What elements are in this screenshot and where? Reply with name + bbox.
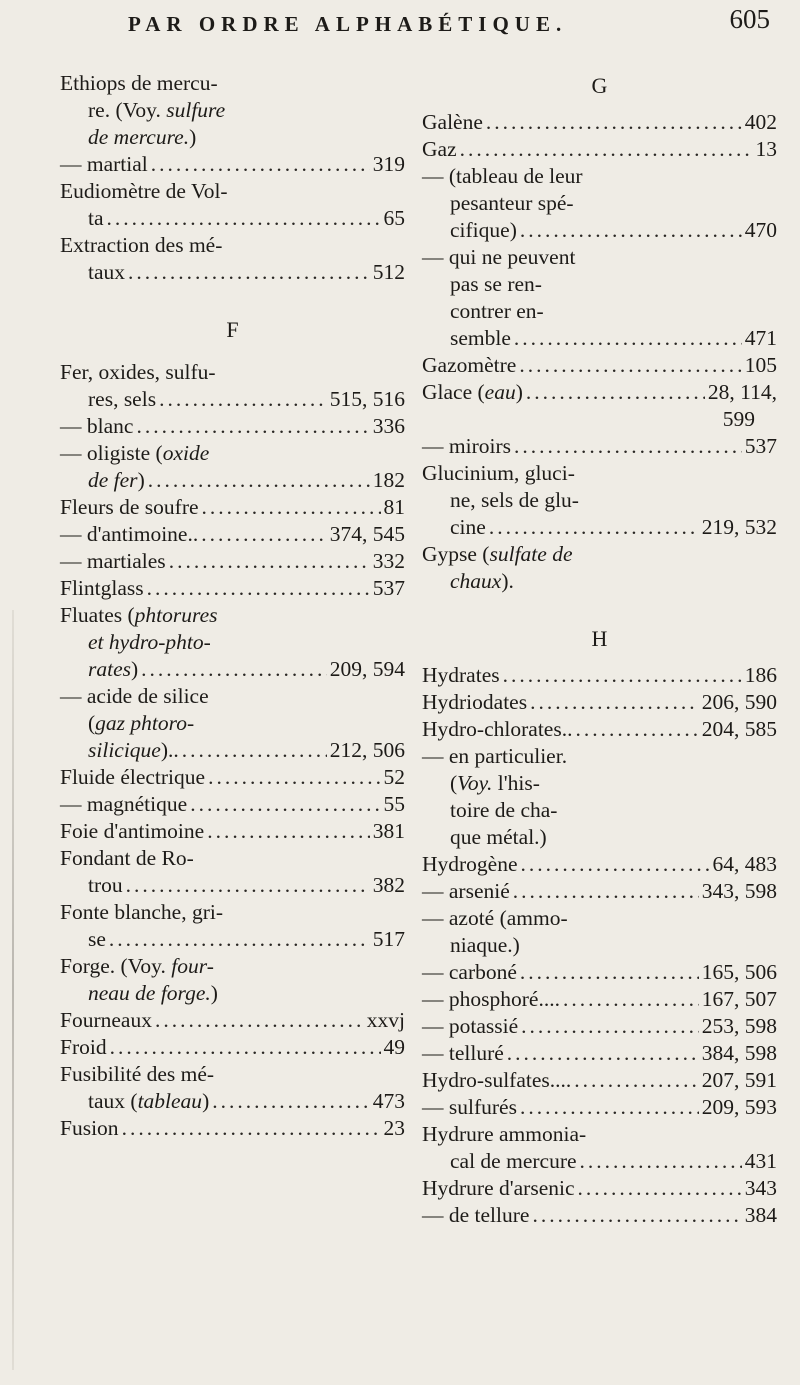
- page-ref: 319: [372, 152, 405, 176]
- page-ref: 23: [383, 1116, 405, 1140]
- index-entry-hydrogene-phosphore: — phosphoré.... ..... 167, 507: [422, 986, 777, 1013]
- index-entry-particulier: — en particulier. (Voy. l'his- toire de cha- que métal.): [422, 744, 568, 849]
- index-entry-gazometre: Gazomètre ..... 105: [422, 352, 777, 379]
- section-letter-f: F: [226, 317, 239, 342]
- index-entry-fleurs-antimoine: — d'antimoine.. ..... 374, 545: [60, 521, 405, 548]
- page-ref: 219, 532: [701, 515, 777, 539]
- page-ref: 515, 516: [329, 387, 405, 411]
- index-entry-fleurs-martiales: — martiales ..... 332: [60, 548, 405, 575]
- page-ref: 473: [372, 1089, 405, 1113]
- page-ref: 105: [744, 353, 777, 377]
- index-entry-hydrogene-azote: — azoté (ammo- niaque.): [422, 906, 568, 957]
- index-entry-glace-miroirs: — miroirs ..... 537: [422, 433, 777, 460]
- page-ref: 343, 598: [701, 879, 777, 903]
- page-ref: 207, 591: [701, 1068, 777, 1092]
- page-ref: 332: [372, 549, 405, 573]
- page-ref: 336: [372, 414, 405, 438]
- page-ref: 13: [755, 137, 777, 161]
- page-ref: 374, 545: [329, 522, 405, 546]
- index-entry-foie: Foie d'antimoine ..... 381: [60, 818, 405, 845]
- running-head: PAR ORDRE ALPHABÉTIQUE.: [128, 12, 568, 36]
- page-ref: 253, 598: [701, 1014, 777, 1038]
- page-ref: 182: [372, 468, 405, 492]
- page-ref: xxvj: [366, 1008, 405, 1032]
- page-edge-shadow: [12, 610, 14, 1370]
- page-ref: 382: [372, 873, 405, 897]
- index-entry-hydrogene-potassie: — potassié ..... 253, 598: [422, 1013, 777, 1040]
- index-entry-fluates-acide: — acide de silice (gaz phtoro- silicique).. ..... 212, 506: [60, 683, 405, 764]
- index-entry-extraction: Extraction des mé- taux ..... 512: [60, 232, 405, 286]
- page-ref: 384: [744, 1203, 777, 1227]
- page-ref: 599: [722, 407, 755, 431]
- page-ref: 206, 590: [701, 690, 777, 714]
- page-ref: 186: [744, 663, 777, 687]
- index-entry-gaz-tableau: — (tableau de leur pesanteur spé- cifique) ..... 470: [422, 163, 777, 244]
- index-entry-hydrure-tellure: — de tellure ..... 384: [422, 1202, 777, 1229]
- index-entry-fer-blanc: — blanc ..... 336: [60, 413, 405, 440]
- index-entry-hydrosulfates: Hydro-sulfates.... ..... 207, 591: [422, 1067, 777, 1094]
- page-ref: 55: [383, 792, 405, 816]
- page-ref: 381: [372, 819, 405, 843]
- index-entry-hydrosulfates-sulfures: — sulfurés ..... 209, 593: [422, 1094, 777, 1121]
- page-ref: 402: [744, 110, 777, 134]
- index-entry-fusion: Fusion ..... 23: [60, 1115, 405, 1142]
- page-ref: 537: [372, 576, 405, 600]
- index-entry-fer: Fer, oxides, sulfu- res, sels ..... 515, 516: [60, 359, 405, 413]
- page-ref: 28, 114,: [707, 380, 777, 404]
- index-entry-fer-oligiste: — oligiste (oxide de fer) ..... 182: [60, 440, 405, 494]
- page-ref: 209, 593: [701, 1095, 777, 1119]
- section-letter-h: H: [591, 626, 608, 651]
- page-ref: 49: [383, 1035, 405, 1059]
- index-entry-hydrates: Hydrates ..... 186: [422, 662, 777, 689]
- page-ref: 537: [744, 434, 777, 458]
- index-entry-eudiometre: Eudiomètre de Vol- ta ..... 65: [60, 178, 405, 232]
- index-entry-galene: Galène ..... 402: [422, 109, 777, 136]
- page-ref: 470: [744, 218, 777, 242]
- index-entry-hydrochlorates: Hydro-chlorates.. ..... 204, 585: [422, 716, 777, 743]
- index-entry-flintglass: Flintglass ..... 537: [60, 575, 405, 602]
- page-ref: 512: [372, 260, 405, 284]
- index-entry-hydrure-arsenic: Hydrure d'arsenic ..... 343: [422, 1175, 777, 1202]
- page-ref: 384, 598: [701, 1041, 777, 1065]
- index-entry-glucinium: Glucinium, gluci- ne, sels de glu- cine ..... 219, 532: [422, 460, 777, 541]
- index-entry-fourneaux: Fourneaux ..... xxvj: [60, 1007, 405, 1034]
- index-entry-gaz-peuvent: — qui ne peuvent pas se ren- contrer en- semble ..... 471: [422, 244, 777, 352]
- page-ref: 52: [383, 765, 405, 789]
- page-ref: 204, 585: [701, 717, 777, 741]
- index-entry-fluates: Fluates (phtorures et hydro-phto- rates) ..... 209, 594: [60, 602, 405, 683]
- index-entry-glace: Glace (eau) ..... 28, 114, 599: [422, 379, 777, 433]
- page-ref: 165, 506: [701, 960, 777, 984]
- page-ref: 81: [383, 495, 405, 519]
- index-entry-hydrogene: Hydrogène ..... 64, 483: [422, 851, 777, 878]
- page-ref: 65: [383, 206, 405, 230]
- index-entry-hydriodates: Hydriodates ..... 206, 590: [422, 689, 777, 716]
- index-entry-froid: Froid ..... 49: [60, 1034, 405, 1061]
- page-ref: 431: [744, 1149, 777, 1173]
- page-ref: 167, 507: [701, 987, 777, 1011]
- index-entry-fleurs: Fleurs de soufre ..... 81: [60, 494, 405, 521]
- page-ref: 517: [372, 927, 405, 951]
- index-entry-fonte: Fonte blanche, gri- se ..... 517: [60, 899, 405, 953]
- index-entry-hydrure: Hydrure ammonia- cal de mercure ..... 431: [422, 1121, 777, 1175]
- index-entry-martial: — martial ..... 319: [60, 151, 405, 178]
- page-ref: 64, 483: [712, 852, 777, 876]
- page-ref: 209, 594: [329, 657, 405, 681]
- index-entry-fondant: Fondant de Ro- trou ..... 382: [60, 845, 405, 899]
- page-ref: 212, 506: [329, 738, 405, 762]
- index-column-right: [422, 70, 777, 1229]
- index-entry-fusibilite: Fusibilité des mé- taux (tableau) ..... 473: [60, 1061, 405, 1115]
- index-entry-hydrogene-carbone: — carboné ..... 165, 506: [422, 959, 777, 986]
- page-number: 605: [729, 4, 770, 34]
- section-letter-g: G: [591, 73, 608, 98]
- index-column-left: [60, 70, 405, 1142]
- index-entry-fluide-magnetique: — magnétique ..... 55: [60, 791, 405, 818]
- index-entry-ethiops: Ethiops de mercu- re. (Voy. sulfure de mercure.): [60, 71, 226, 149]
- index-entry-gypse: Gypse (sulfate de chaux).: [422, 542, 573, 593]
- page-ref: 343: [744, 1176, 777, 1200]
- index-entry-hydrogene-tellure: — telluré ..... 384, 598: [422, 1040, 777, 1067]
- index-entry-gaz: Gaz ..... 13: [422, 136, 777, 163]
- page-ref: 471: [744, 326, 777, 350]
- index-entry-hydrogene-arsenie: — arsenié ..... 343, 598: [422, 878, 777, 905]
- index-entry-forge: Forge. (Voy. four- neau de forge.): [60, 954, 218, 1005]
- index-entry-fluide: Fluide électrique ..... 52: [60, 764, 405, 791]
